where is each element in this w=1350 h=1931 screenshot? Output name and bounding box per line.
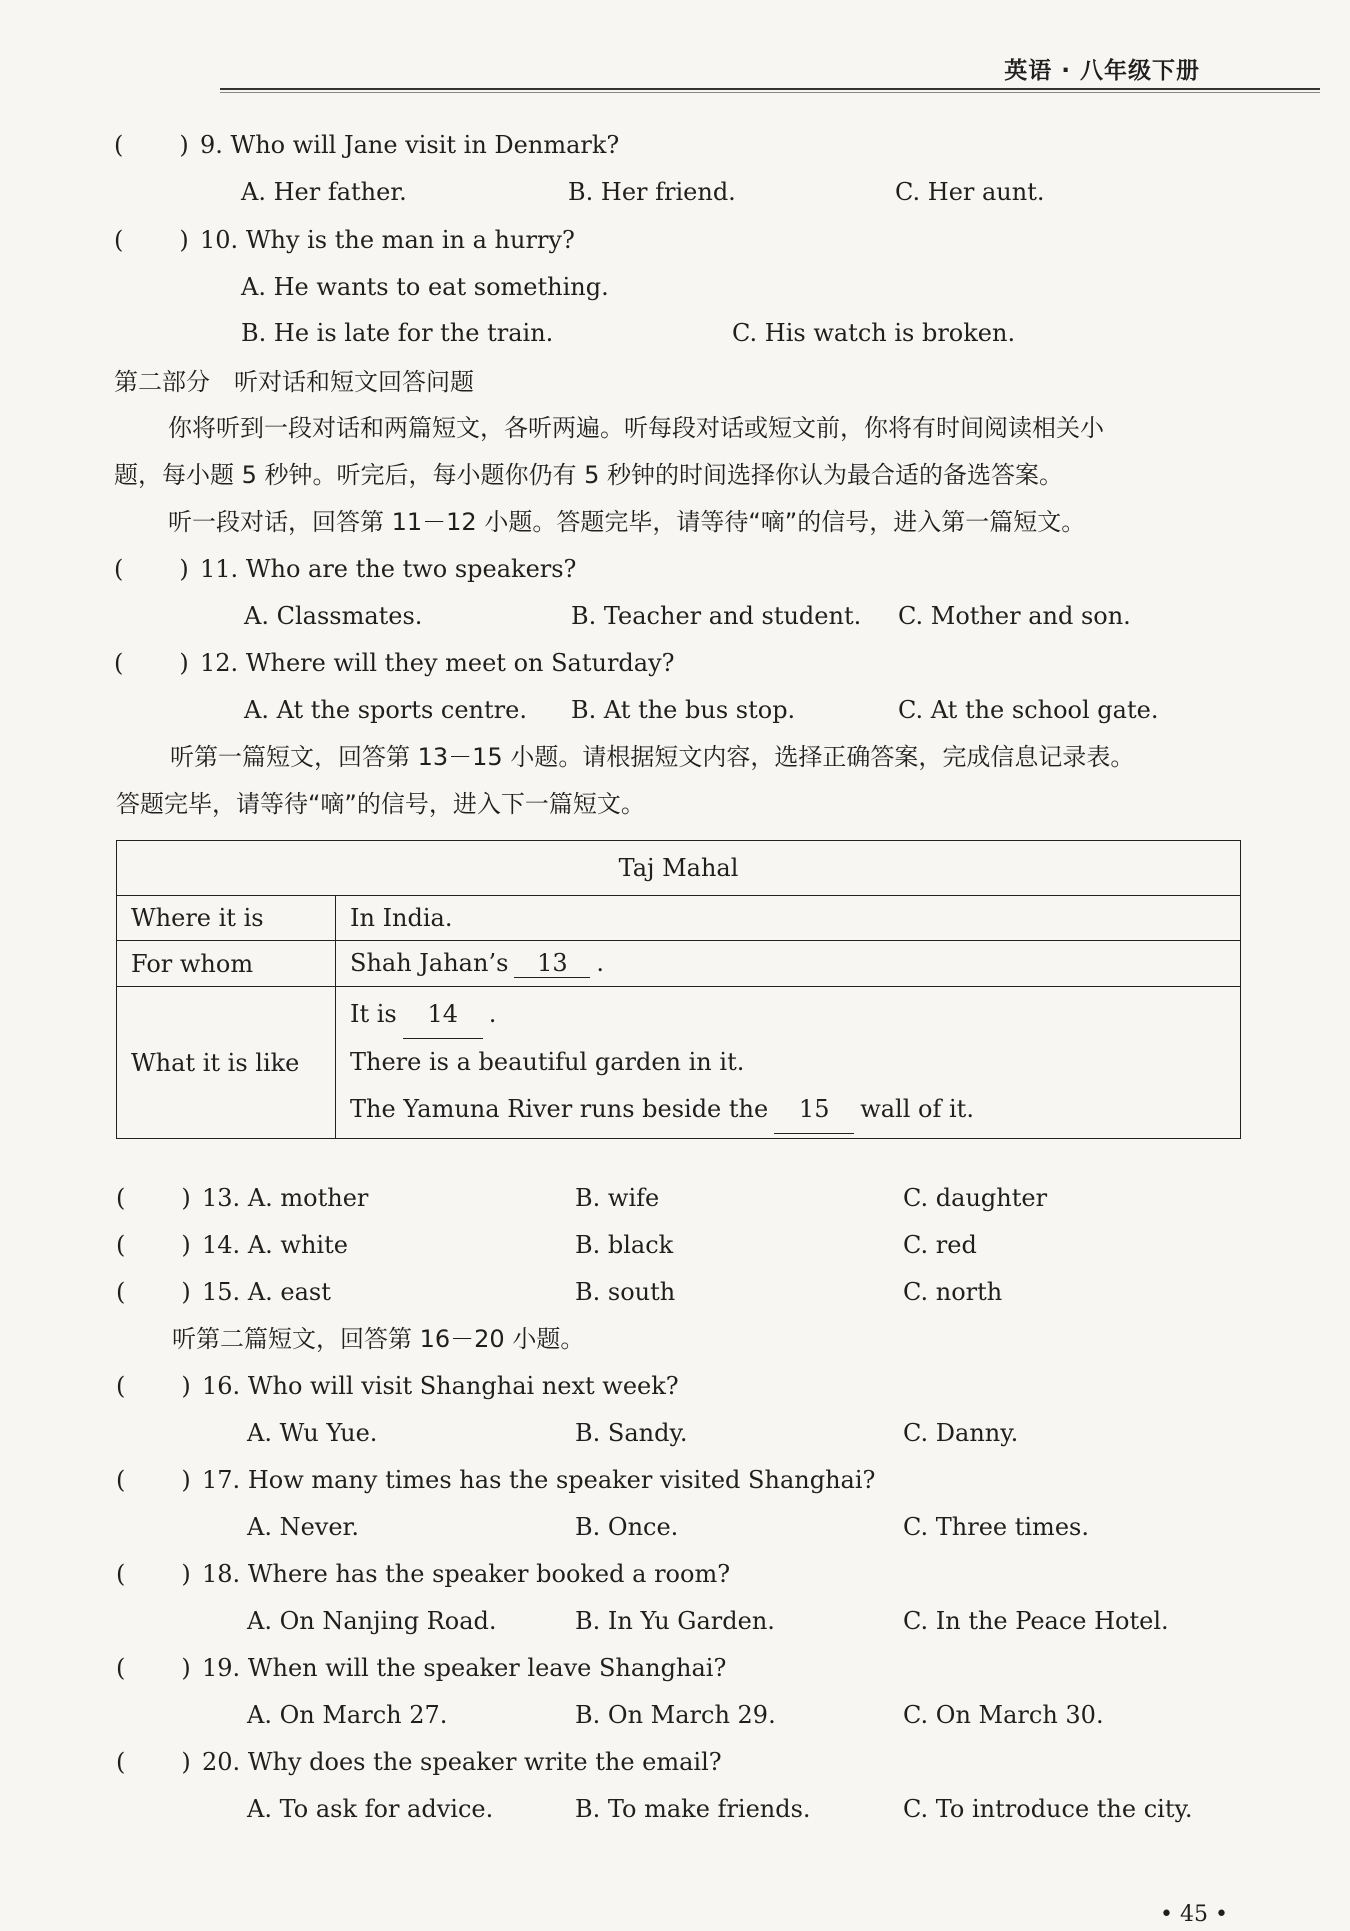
option-b: B. In Yu Garden. (575, 1607, 775, 1635)
question-text: Where has the speaker booked a room? (247, 1560, 731, 1588)
question-number: 17. (202, 1466, 241, 1494)
question-number: 11. (200, 555, 239, 583)
question-13 (116, 1183, 368, 1213)
question-text: Who are the two speakers? (245, 555, 577, 583)
question-20 (116, 1747, 722, 1777)
answer-blank[interactable]: ( ) (116, 1372, 191, 1400)
passage1-instructions-line2: 答题完毕，请等待“嘀”的信号，进入下一篇短文。 (116, 790, 645, 818)
question-text: How many times has the speaker visited Shanghai? (247, 1466, 876, 1494)
question-15 (116, 1277, 331, 1307)
option-b: B. Once. (575, 1513, 679, 1541)
option-a: A. To ask for advice. (247, 1795, 494, 1823)
option-c: C. Danny. (903, 1419, 1019, 1447)
option-c: C. At the school gate. (898, 696, 1159, 724)
option-b: B. Teacher and student. (571, 602, 862, 630)
option-a: A. east (247, 1278, 331, 1306)
description-line2: There is a beautiful garden in it. (350, 1048, 745, 1076)
question-text: Who will Jane visit in Denmark? (230, 131, 620, 159)
option-c: C. north (903, 1278, 1003, 1306)
question-text: Why does the speaker write the email? (247, 1748, 722, 1776)
option-a: A. He wants to eat something. (241, 273, 609, 301)
question-number: 19. (202, 1654, 241, 1682)
option-a: A. On Nanjing Road. (247, 1607, 497, 1635)
option-b: B. To make friends. (575, 1795, 811, 1823)
passage1-instructions-line1: 听第一篇短文，回答第 13－15 小题。请根据短文内容，选择正确答案，完成信息记录表。 (170, 743, 1135, 771)
section-intro-line2: 题，每小题 5 秒钟。听完后，每小题你仍有 5 秒钟的时间选择你认为最合适的备选答案。 (114, 461, 1064, 489)
answer-blank[interactable]: ( ) (116, 1748, 191, 1776)
header-divider-thin (220, 92, 1320, 93)
table-value-description (336, 987, 1241, 1139)
question-number: 15. (202, 1278, 241, 1306)
table-label-location: Where it is (117, 896, 336, 941)
option-c: C. daughter (903, 1184, 1048, 1212)
fill-blank-13[interactable]: 13 (514, 949, 590, 978)
option-c: C. Three times. (903, 1513, 1089, 1541)
question-19 (116, 1653, 726, 1683)
question-17 (116, 1465, 875, 1495)
section-title: 第二部分 听对话和短文回答问题 (114, 368, 474, 396)
option-b: B. wife (575, 1184, 660, 1212)
answer-blank[interactable]: ( ) (116, 1654, 191, 1682)
option-a: A. At the sports centre. (244, 696, 527, 724)
question-number: 14. (202, 1231, 241, 1259)
question-16 (116, 1371, 679, 1401)
answer-blank[interactable]: ( ) (114, 131, 189, 159)
option-c: C. To introduce the city. (903, 1795, 1193, 1823)
option-a: A. Her father. (241, 178, 407, 206)
option-c: C. On March 30. (903, 1701, 1104, 1729)
question-11 (114, 554, 576, 584)
option-b: B. black (575, 1231, 674, 1259)
answer-blank[interactable]: ( ) (114, 555, 189, 583)
page-number: • 45 • (1160, 1902, 1228, 1927)
answer-blank[interactable]: ( ) (116, 1184, 191, 1212)
answer-blank[interactable]: ( ) (114, 226, 189, 254)
section-intro-line1: 你将听到一段对话和两篇短文，各听两遍。听每段对话或短文前，你将有时间阅读相关小 (168, 414, 1104, 442)
option-a: A. white (247, 1231, 348, 1259)
option-c: C. Mother and son. (898, 602, 1131, 630)
question-12 (114, 648, 675, 678)
option-b: B. He is late for the train. (241, 319, 554, 347)
option-b: B. At the bus stop. (571, 696, 796, 724)
option-c: C. His watch is broken. (732, 319, 1016, 347)
question-9 (114, 130, 619, 160)
question-text: Why is the man in a hurry? (245, 226, 575, 254)
answer-blank[interactable]: ( ) (114, 649, 189, 677)
question-14 (116, 1230, 348, 1260)
question-number: 16. (202, 1372, 241, 1400)
question-10 (114, 225, 575, 255)
answer-blank[interactable]: ( ) (116, 1278, 191, 1306)
question-number: 20. (202, 1748, 241, 1776)
option-a: A. Wu Yue. (247, 1419, 378, 1447)
question-number: 9. (200, 131, 223, 159)
table-value-location: In India. (336, 896, 1241, 941)
description-line1: It is 14 . (350, 991, 1226, 1039)
answer-blank[interactable]: ( ) (116, 1466, 191, 1494)
answer-blank[interactable]: ( ) (116, 1560, 191, 1588)
question-number: 18. (202, 1560, 241, 1588)
passage2-instructions: 听第二篇短文，回答第 16－20 小题。 (172, 1325, 585, 1353)
question-number: 12. (200, 649, 239, 677)
option-c: C. Her aunt. (895, 178, 1045, 206)
option-c: C. red (903, 1231, 977, 1259)
question-number: 13. (202, 1184, 241, 1212)
fill-blank-15[interactable]: 15 (774, 1086, 854, 1134)
header-title: 英语 · 八年级下册 (1004, 58, 1200, 84)
table-value-for-whom: Shah Jahan’s 13 . (336, 941, 1241, 987)
question-number: 10. (200, 226, 239, 254)
option-b: B. south (575, 1278, 676, 1306)
option-c: C. In the Peace Hotel. (903, 1607, 1169, 1635)
option-b: B. Her friend. (568, 178, 736, 206)
table-label-for-whom: For whom (117, 941, 336, 987)
option-b: B. Sandy. (575, 1419, 688, 1447)
dialog-instructions: 听一段对话，回答第 11－12 小题。答题完毕，请等待“嘀”的信号，进入第一篇短文。 (168, 508, 1086, 536)
question-18 (116, 1559, 730, 1589)
answer-blank[interactable]: ( ) (116, 1231, 191, 1259)
table-title: Taj Mahal (117, 841, 1241, 896)
info-record-table (116, 840, 1241, 1139)
header-divider (220, 88, 1320, 90)
option-a: A. On March 27. (247, 1701, 448, 1729)
option-a: A. Classmates. (244, 602, 423, 630)
option-a: A. Never. (247, 1513, 360, 1541)
question-text: Where will they meet on Saturday? (245, 649, 675, 677)
option-a: A. mother (247, 1184, 369, 1212)
question-text: When will the speaker leave Shanghai? (247, 1654, 727, 1682)
question-text: Who will visit Shanghai next week? (247, 1372, 679, 1400)
description-line3: The Yamuna River runs beside the 15 wall of it. (350, 1086, 1226, 1134)
option-b: B. On March 29. (575, 1701, 776, 1729)
table-label-description: What it is like (117, 987, 336, 1139)
fill-blank-14[interactable]: 14 (403, 991, 483, 1039)
